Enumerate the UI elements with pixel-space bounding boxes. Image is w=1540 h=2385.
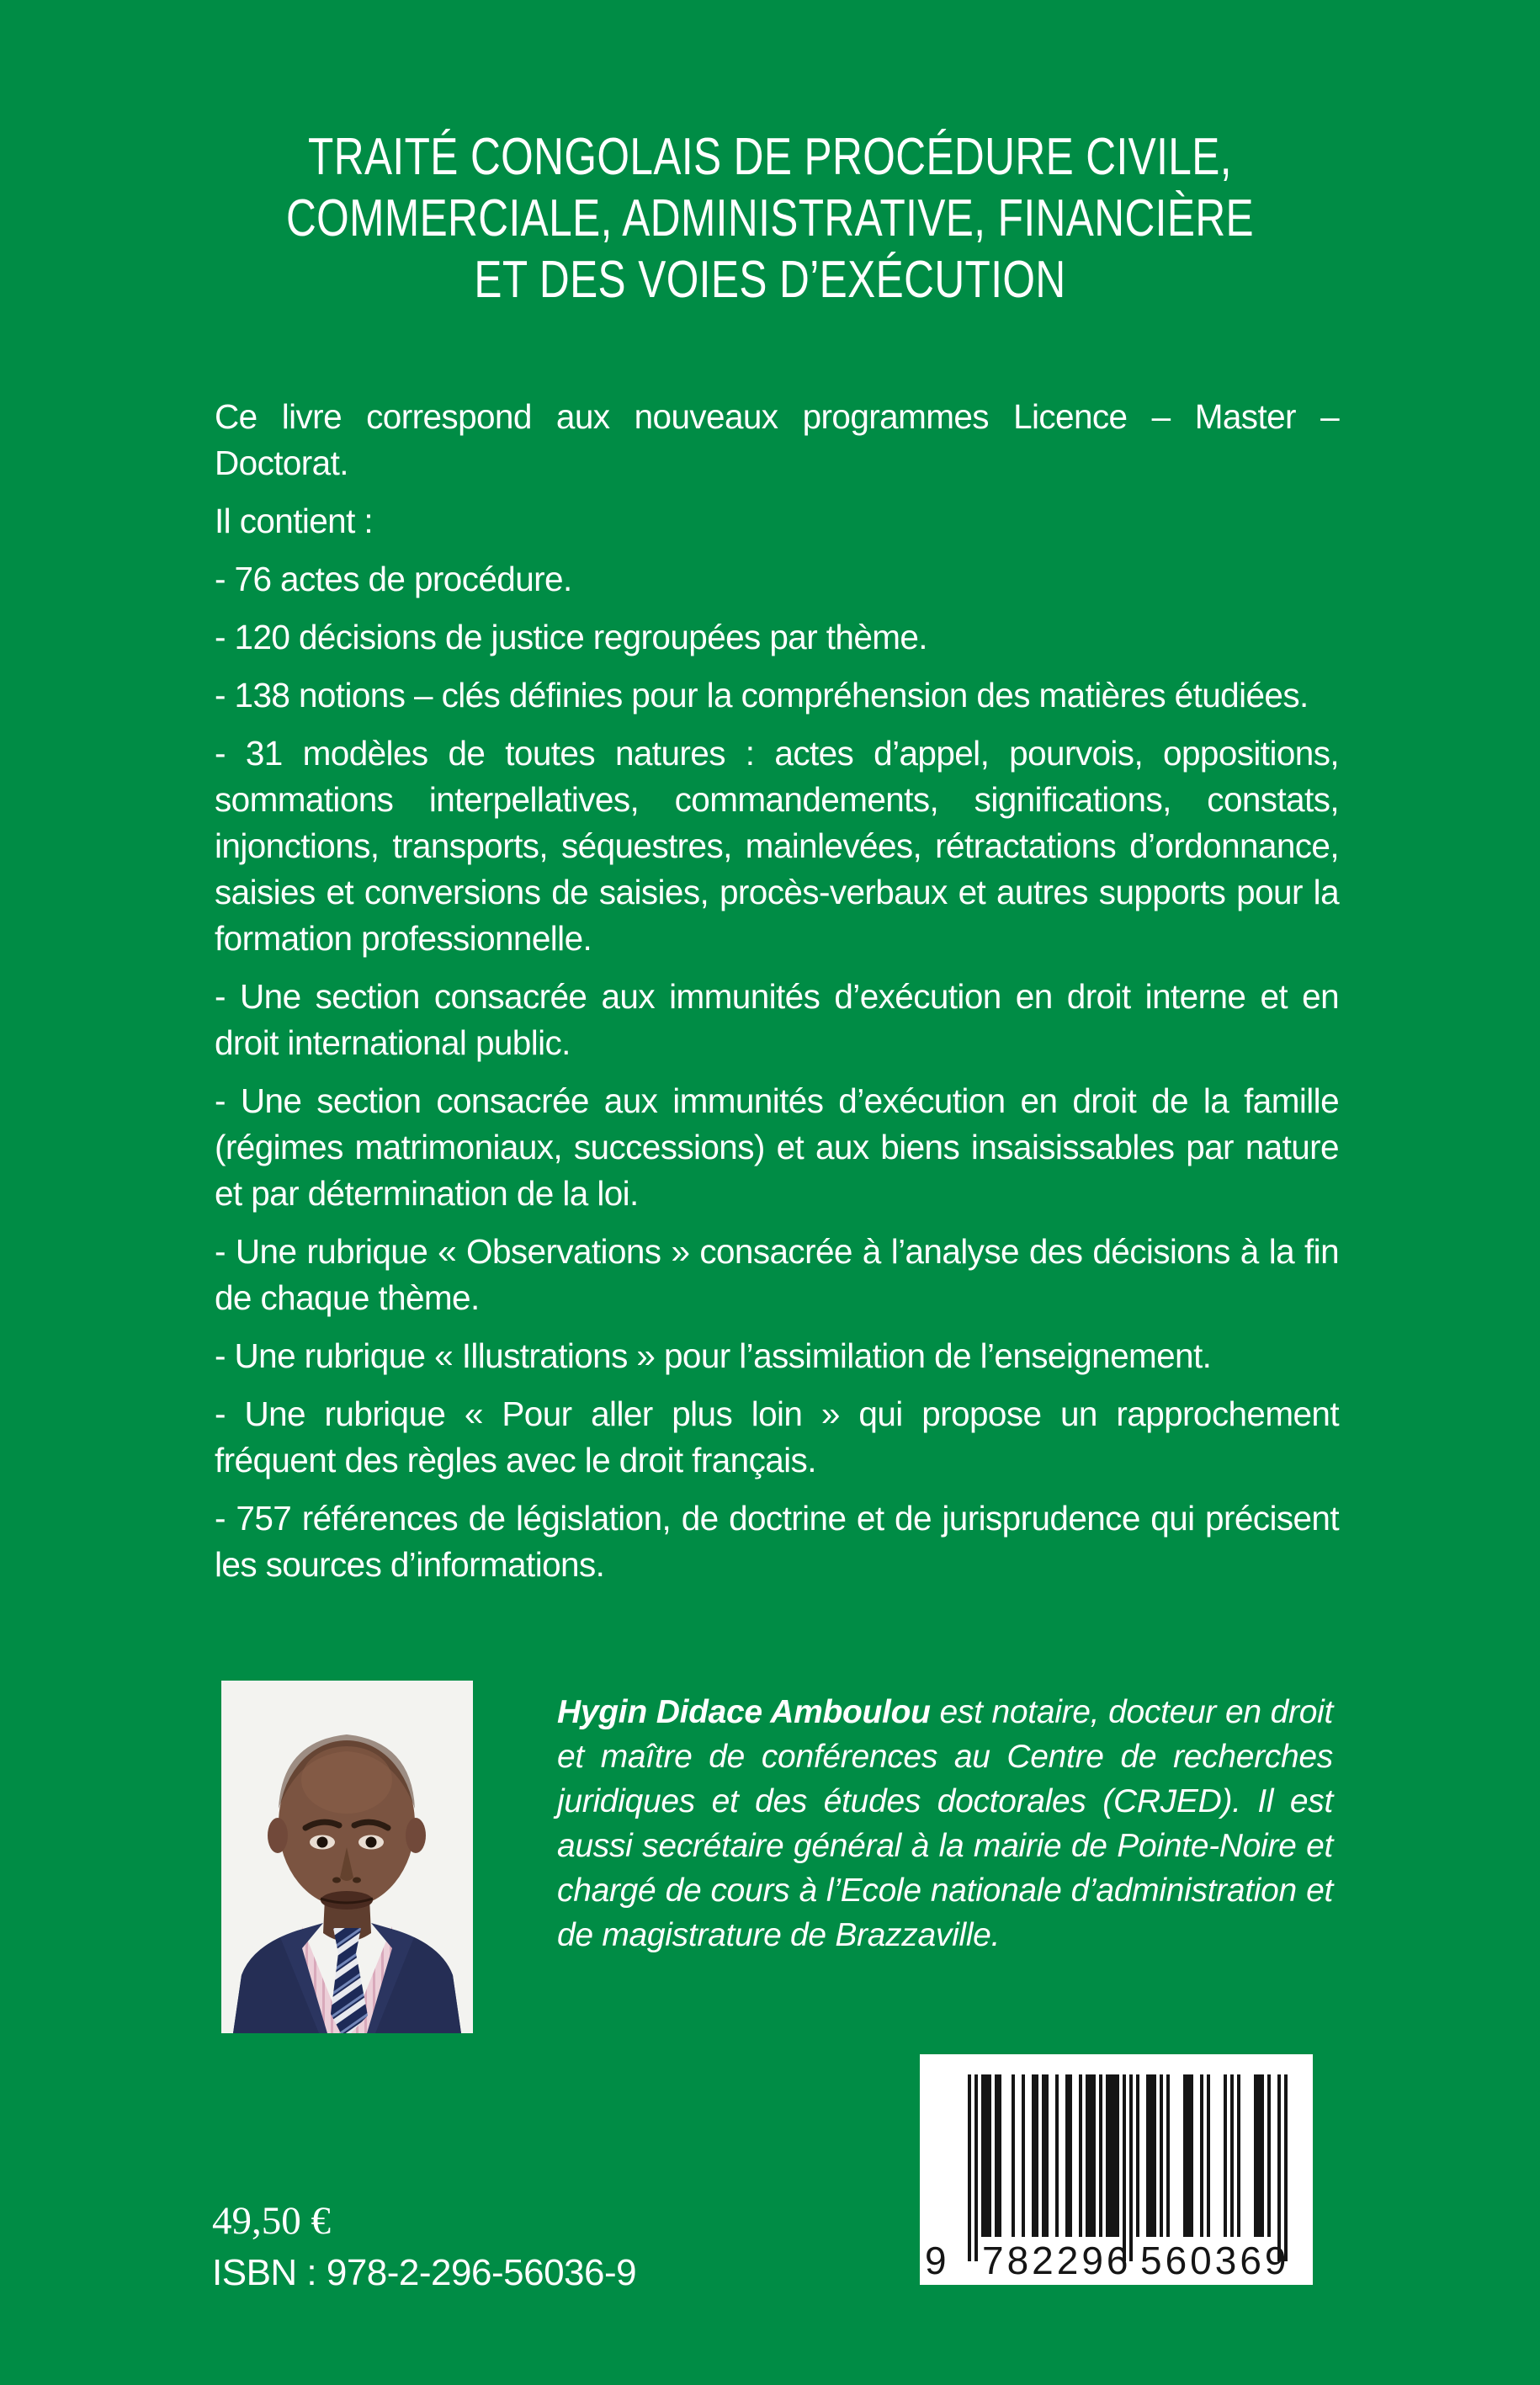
description-paragraph: - Une rubrique « Illustrations » pour l’assimilation de l’enseignement. <box>215 1336 1212 1375</box>
barcode-digit-system: 9 <box>925 2239 947 2282</box>
book-title-line3: ET DES VOIES D’EXÉCUTION <box>474 251 1066 309</box>
description-paragraph: - 76 actes de procédure. <box>215 560 572 598</box>
description-paragraph: - Une rubrique « Pour aller plus loin » qui propose un rapprochement fréquent des règles avec le droit français. <box>215 1394 1339 1479</box>
book-title-line2: COMMERCIALE, ADMINISTRATIVE, FINANCIÈRE <box>285 189 1255 247</box>
isbn: ISBN : 978-2-296-56036-9 <box>212 2252 637 2293</box>
description-paragraph: Il contient : <box>215 502 374 540</box>
author-bio <box>557 1690 1333 1957</box>
description-paragraph: - 757 références de législation, de doctrine et de jurisprudence qui précisent les sources d’informations. <box>215 1499 1339 1584</box>
description-paragraph: - 138 notions – clés définies pour la compréhension des matières étudiées. <box>215 676 1309 714</box>
book-description <box>215 394 1339 1600</box>
description-paragraph: - 120 décisions de justice regroupées par thème. <box>215 618 927 656</box>
barcode-digits-left: 782296 <box>982 2239 1132 2282</box>
book-title-line1: TRAITÉ CONGOLAIS DE PROCÉDURE CIVILE, <box>308 128 1232 186</box>
author-name: Hygin Didace Amboulou <box>557 1694 931 1730</box>
barcode-bars <box>968 2074 1288 2237</box>
description-paragraph: Ce livre correspond aux nouveaux programmes Licence – Master – Doctorat. <box>215 397 1339 482</box>
author-photo <box>221 1681 473 2033</box>
description-paragraph: - Une rubrique « Observations » consacrée à l’analyse des décisions à la fin de chaque thème. <box>215 1232 1339 1317</box>
barcode-digits-right: 560369 <box>1140 2239 1290 2282</box>
book-title <box>198 126 1342 311</box>
description-paragraph: - 31 modèles de toutes natures : actes d’appel, pourvois, oppositions, sommations interpellatives, commandements, significations, constats, injonctions, transports, séquestres, mainlevées, rétractations d’ordonnance, saisies et conversions de saisies, procès-verbaux et autres supports pour la formation professionnelle. <box>215 734 1339 958</box>
barcode <box>920 2054 1313 2285</box>
description-paragraph: - Une section consacrée aux immunités d’exécution en droit de la famille (régimes matrimoniaux, successions) et aux biens insaisissables par nature et par détermination de la loi. <box>215 1081 1339 1213</box>
description-paragraph: - Une section consacrée aux immunités d’exécution en droit interne et en droit international public. <box>215 977 1339 1062</box>
author-bio-text: est notaire, docteur en droit et maître de conférences au Centre de recherches juridiques et des études doctorales (CRJED). Il est aussi secrétaire général à la mairie de Pointe-Noire et chargé de cours à l’Ecole nationale d’administration et de magistrature de Brazzaville. <box>557 1694 1333 1953</box>
price: 49,50 € <box>212 2199 331 2243</box>
barcode-bar <box>1284 2074 1288 2261</box>
